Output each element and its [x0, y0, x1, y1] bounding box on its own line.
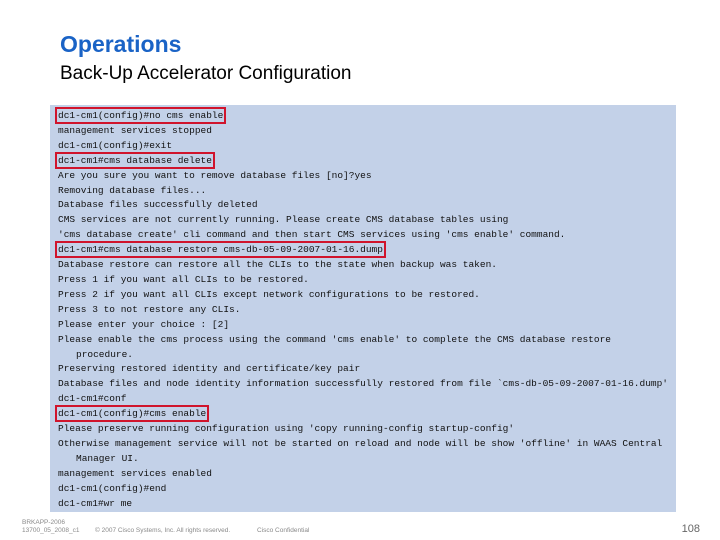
cli-line: dc1-cm1#conf	[58, 393, 127, 405]
highlighted-command-box	[58, 155, 212, 166]
cli-prompt: dc1-cm1#	[58, 154, 104, 166]
cli-line: Database files successfully deleted	[58, 199, 258, 211]
cli-line: Please enter your choice : [2]	[58, 318, 230, 330]
cli-prompt: dc1-cm1(config)#	[58, 110, 150, 121]
cli-line	[58, 154, 670, 169]
cli-line	[58, 109, 670, 124]
footer-session-id: BRKAPP-2006	[22, 519, 65, 526]
cli-line: Removing database files...	[58, 184, 207, 196]
cli-prompt: dc1-cm1(config)#	[58, 408, 150, 420]
cli-line: Database files and node identity information successfully restored from file `cms-db-05-09-2007-01-16.dump'	[58, 378, 668, 390]
slide-title: Operations	[60, 31, 182, 57]
highlighted-command-box	[58, 244, 383, 255]
footer-copyright: © 2007 Cisco Systems, Inc. All rights reserved.	[95, 527, 231, 534]
cli-line: 'cms database create' cli command and then start CMS services using 'cms enable' command.	[58, 229, 566, 241]
cli-line: Press 2 if you want all CLIs except network configurations to be restored.	[58, 288, 480, 300]
cli-command: no cms enable	[149, 110, 224, 121]
cli-output-panel	[50, 105, 676, 512]
cli-line: Please preserve running configuration using 'copy running-config startup-config'	[58, 423, 515, 435]
cli-prompt: dc1-cm1#	[58, 244, 104, 256]
slide-subtitle: Back-Up Accelerator Configuration	[60, 63, 352, 84]
highlighted-command-box	[58, 110, 223, 121]
footer-confidential: Cisco Confidential	[257, 527, 310, 534]
cli-line: management services enabled	[58, 467, 212, 479]
footer-doc-id: 13700_05_2008_c1	[22, 527, 80, 534]
cli-line: Are you sure you want to remove database files [no]?yes	[58, 169, 372, 181]
slide-header	[60, 30, 351, 86]
cli-command: cms enable	[149, 408, 207, 420]
cli-line: CMS services are not currently running. Please create CMS database tables using	[58, 214, 509, 226]
cli-line: Press 1 if you want all CLIs to be restored.	[58, 273, 309, 285]
cli-command: cms database delete	[103, 154, 212, 166]
cli-output-lines	[58, 109, 670, 511]
cli-line	[58, 243, 670, 258]
cli-line: Press 3 to not restore any CLIs.	[58, 303, 241, 315]
cli-line	[58, 407, 670, 422]
cli-line: Otherwise management service will not be started on reload and node will be show 'offline' in WAAS Central Manager UI.	[58, 437, 663, 464]
cli-line: Database restore can restore all the CLIs to the state when backup was taken.	[58, 259, 497, 271]
cli-line: management services stopped	[58, 124, 212, 136]
cli-line: dc1-cm1(config)#exit	[58, 139, 173, 151]
slide-footer	[0, 519, 720, 539]
cli-line: dc1-cm1(config)#end	[58, 482, 167, 494]
cli-line: dc1-cm1#wr me	[58, 497, 133, 509]
cli-line: Preserving restored identity and certificate/key pair	[58, 363, 361, 375]
highlighted-command-box	[58, 408, 206, 419]
page-number: 108	[681, 523, 700, 535]
cli-command: cms database restore cms-db-05-09-2007-01-16.dump	[103, 244, 383, 256]
cli-line: Please enable the cms process using the command 'cms enable' to complete the CMS database restore procedure.	[58, 333, 611, 360]
